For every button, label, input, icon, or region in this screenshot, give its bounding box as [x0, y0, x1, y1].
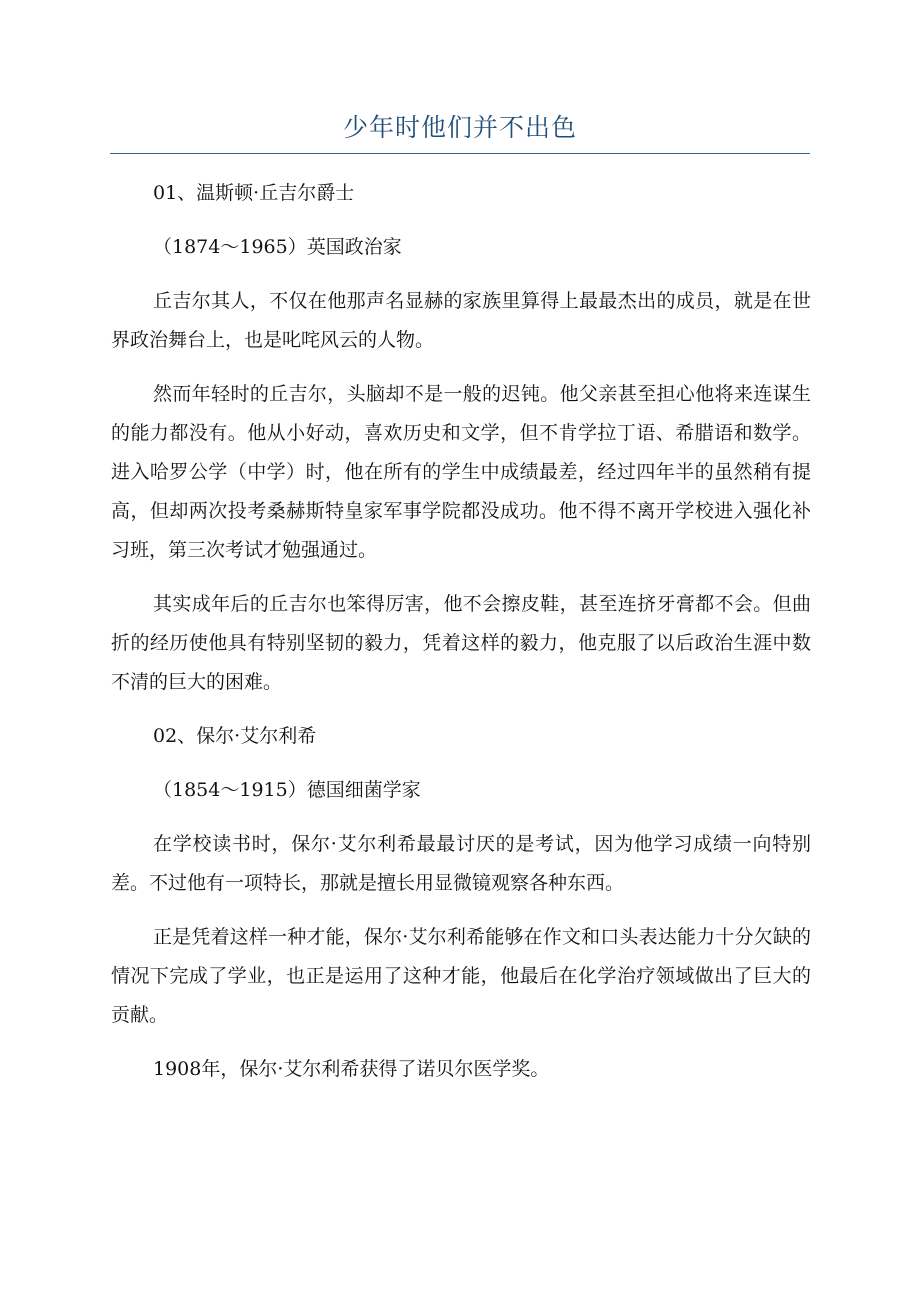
document-body — [111, 174, 811, 1104]
paragraph: 其实成年后的丘吉尔也笨得厉害，他不会擦皮鞋，甚至连挤牙膏都不会。但曲折的经历使他具有特别坚韧的毅力，凭着这样的毅力，他克服了以后政治生涯中数不清的巨大的困难。 — [111, 593, 811, 693]
section-subheading-churchill-dates: （1874～1965）英国政治家 — [153, 236, 402, 258]
paragraph: 1908年，保尔·艾尔利希获得了诺贝尔医学奖。 — [153, 1058, 550, 1080]
section-heading-ehrlich: 02、保尔·艾尔利希 — [153, 725, 317, 747]
paragraph: 正是凭着这样一种才能，保尔·艾尔利希能够在作文和口头表达能力十分欠缺的情况下完成了学业，也正是运用了这种才能，他最后在化学治疗领域做出了巨大的贡献。 — [111, 926, 811, 1026]
section-subheading-ehrlich-dates: （1854～1915）德国细菌学家 — [153, 779, 421, 801]
paragraph: 然而年轻时的丘吉尔，头脑却不是一般的迟钝。他父亲甚至担心他将来连谋生的能力都没有。他从小好动，喜欢历史和文学，但不肯学拉丁语、希腊语和数学。进入哈罗公学（中学）时，他在所有的学生中成绩最差，经过四年半的虽然稍有提高，但却两次投考桑赫斯特皇家军事学院都没成功。他不得不离开学校进入强化补习班，第三次考试才勉强通过。 — [111, 383, 811, 561]
title-underline-rule — [110, 153, 810, 154]
document-title: 少年时他们并不出色 — [342, 113, 577, 142]
paragraph: 在学校读书时，保尔·艾尔利希最最讨厌的是考试，因为他学习成绩一向特别差。不过他有一项特长，那就是擅长用显微镜观察各种东西。 — [111, 833, 811, 894]
section-heading-churchill: 01、温斯顿·丘吉尔爵士 — [153, 182, 355, 204]
paragraph: 丘吉尔其人，不仅在他那声名显赫的家族里算得上最最杰出的成员，就是在世界政治舞台上，也是叱咤风云的人物。 — [111, 290, 811, 351]
